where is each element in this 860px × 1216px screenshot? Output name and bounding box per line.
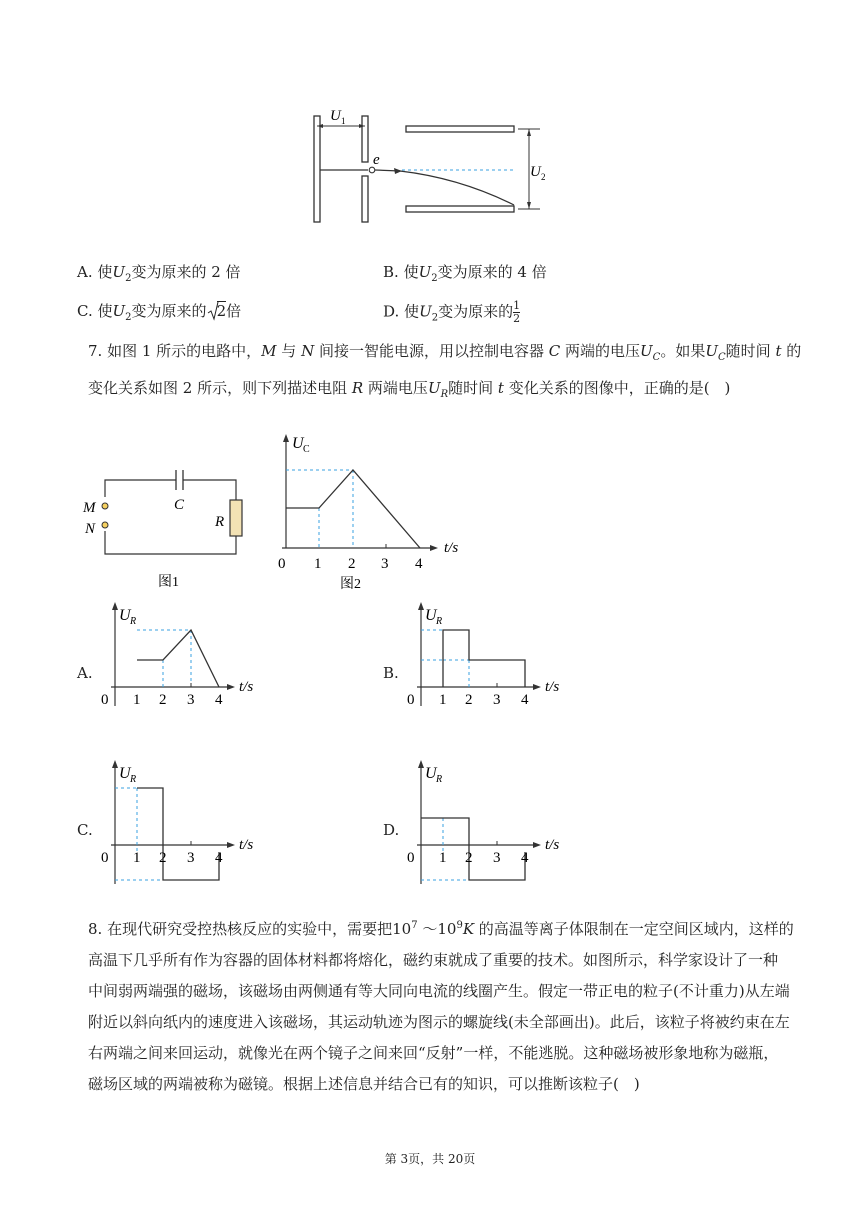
svg-text:4: 4 [415,556,423,572]
anode-plate-top [362,116,368,162]
tick-label: 4 [215,850,223,866]
resistor [230,500,242,536]
tick-label: 3 [187,692,195,708]
q7-option-d-label[interactable]: D. [383,821,400,839]
uc-time-graph-fig2 [272,430,472,595]
x-axis-label: t/s [239,679,254,695]
terminal-m-label: M [83,500,96,516]
terminal-n [102,522,108,528]
sqrt-sign-icon [207,301,219,321]
tick-label: 1 [133,850,141,866]
tick-label: 1 [133,692,141,708]
u1-label: U [330,108,341,124]
tick-label: 4 [521,692,529,708]
deflection-apparatus-diagram [300,98,560,228]
page-footer: 第 3页，共 20页 [384,1152,476,1166]
q7-option-c-label[interactable]: C. [77,821,93,839]
terminal-m [102,503,108,509]
tick-label: 0 [101,850,109,866]
option-c-graph[interactable] [95,756,275,888]
deflection-plate-top [406,126,514,132]
circuit-diagram-fig1 [78,462,258,592]
svg-text:R: R [436,616,443,627]
option-b-graph[interactable] [401,598,581,710]
svg-text:0: 0 [278,556,286,572]
tick-label: 4 [521,850,529,866]
svg-text:R: R [436,774,443,785]
tick-label: 2 [465,692,473,708]
svg-text:R: R [130,774,137,785]
svg-text:U: U [292,435,304,452]
fraction-one-half: $\frac{1}{2}$ [513,299,521,325]
ur-curve [137,788,219,880]
tick-label: 1 [439,692,447,708]
anode-plate-bottom [362,176,368,222]
q7-option-a-label[interactable]: A. [77,664,93,682]
svg-text:2: 2 [348,556,356,572]
tick-label: 4 [215,692,223,708]
q7-stem: 7. 如图 1 所示的电路中，M 与 N 间接一智能电源，用以控制电容器 C 两端的电压$U_C$。如果$U_C$随时间 t 的 变化关系如图 2 所示，则下列描述电阻 R 两端电压$U_R$随时间 t 变化关系的图像中，正确的是( ) [88,342,802,400]
svg-text:R: R [130,616,137,627]
svg-text:1: 1 [341,116,346,126]
tick-label: 0 [101,692,109,708]
tick-label: 2 [159,850,167,866]
resistor-label: R [215,514,225,530]
electron-trajectory [375,170,514,205]
q8-stem: 8. 在现代研究受控热核反应的实验中，需要把$10^7$ $\sim 10^9K$ 的高温等离子体限制在一定空间区域内，这样的 高温下几乎所有作为容器的固体材料都将熔化，磁约束就成了重要的技术。如图所示，科学家设计了一种 中间弱两端强的磁场，该磁场由两侧通有等大同向电流的线圈产生。假定一带正电的粒子(不计重力)从左端 附近以斜向纸内的速度进入该磁场，其运动轨迹为图示的螺旋线(未全部画出)。此后，该粒子将被约束在左 右两端之间来回运动，就像光在两个镜子之间来回“反射”一样，不能逃脱。这种磁场被形象地称为磁瓶， 磁场区域的两端被称为磁镜。根据上述信息并结合已有的知识，可以推断该粒子( ) [88,920,794,1093]
svg-text:C: C [303,444,310,455]
option-a-graph[interactable] [95,598,275,710]
x-axis-label: t/s [545,679,560,695]
deflection-plate-bottom [406,206,514,212]
tick-label: 1 [439,850,447,866]
fig2-caption: 图2 [340,577,361,592]
option-d-graph[interactable] [401,756,581,888]
q6-option-a[interactable]: A. 使$U_2$变为原来的 2 倍 [77,263,241,284]
u2-label: U [530,164,541,180]
ur-curve [443,630,525,687]
cathode-plate [314,116,320,222]
electron-label: e [373,152,380,168]
tick-label: 0 [407,850,415,866]
tick-label: 2 [159,692,167,708]
svg-text:t/s: t/s [444,540,459,556]
q6-option-b[interactable]: B. 使$U_2$变为原来的 4 倍 [383,263,547,284]
electron-dot [369,167,375,173]
fig1-caption: 图1 [158,575,179,590]
y-axis-label: U [119,607,131,624]
q7-option-b-label[interactable]: B. [383,664,399,682]
tick-label: 0 [407,692,415,708]
ur-curve [137,630,219,687]
ur-curve [421,818,525,880]
terminal-n-label: N [85,521,96,537]
svg-text:2: 2 [541,172,546,182]
tick-label: 2 [465,850,473,866]
capacitor-label: C [174,497,185,513]
y-axis-label: U [425,765,437,782]
q6-option-c[interactable]: C. 使$U_2$变为原来的 2倍 [77,302,242,323]
y-axis-label: U [425,607,437,624]
tick-label: 3 [187,850,195,866]
x-axis-label: t/s [239,837,254,853]
y-axis-label: U [119,765,131,782]
fig2-tick-labels [278,556,423,572]
tick-label: 3 [493,692,501,708]
x-axis-label: t/s [545,837,560,853]
svg-text:1: 1 [314,556,322,572]
svg-text:3: 3 [381,556,389,572]
q6-option-d[interactable]: D. 使$U_2$变为原来的 $\frac{1}{2}$ [383,299,521,325]
tick-label: 3 [493,850,501,866]
